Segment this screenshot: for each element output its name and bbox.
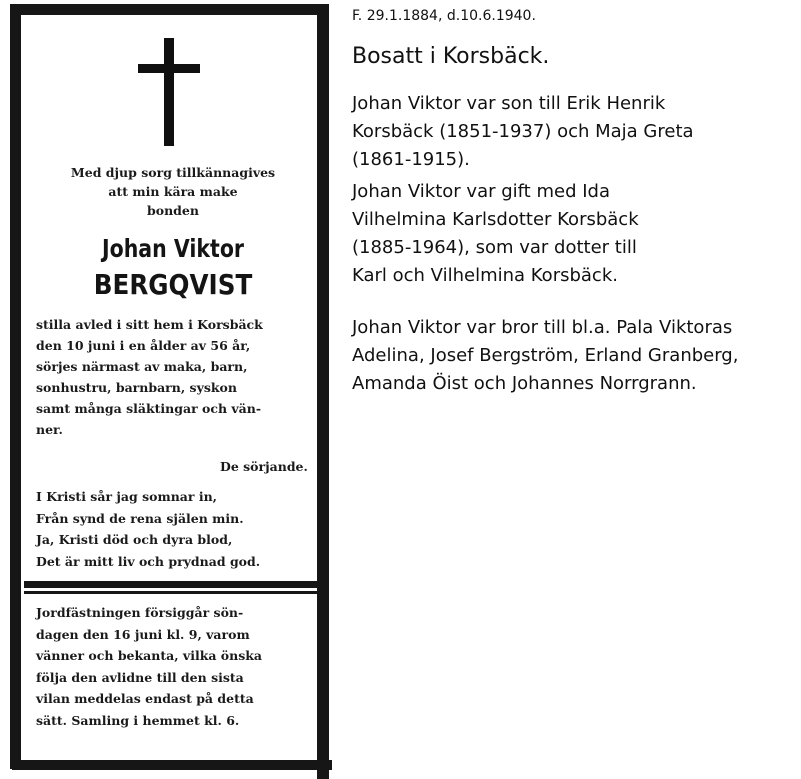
paragraph-line: Korsbäck (1851-1937) och Maja Greta [352, 121, 694, 142]
funeral-line: vilan meddelas endast på detta [36, 691, 254, 706]
paragraph-line: Johan Viktor var gift med Ida [352, 181, 610, 202]
spouse-paragraph [352, 178, 639, 290]
paragraph-line: (1885-1964), som var dotter till [352, 237, 637, 258]
border-rule-right [317, 4, 329, 779]
siblings-paragraph [352, 314, 738, 398]
funeral-line: Jordfästningen försiggår sön- [36, 605, 244, 620]
body-line: stilla avled i sitt hem i Korsbäck [36, 317, 263, 332]
intro-line: Med djup sorg tillkännagives [70, 165, 276, 180]
border-rule-left [10, 4, 21, 769]
paragraph-line: Johan Viktor var bror till bl.a. Pala Viktoras [352, 317, 733, 338]
verse-line: I Kristi sår jag somnar in, [36, 489, 218, 504]
border-rule-bottom [12, 760, 332, 770]
parents-paragraph [352, 90, 694, 174]
section-divider-thin [24, 591, 319, 594]
memorial-verse [36, 486, 260, 572]
body-line: ner. [36, 422, 63, 437]
intro-line: bonden [147, 203, 199, 218]
funeral-line: dagen den 16 juni kl. 9, varom [36, 626, 250, 642]
deceased-surname: BERGQVIST [93, 268, 253, 301]
mourners-signature: De sörjande. [220, 459, 308, 474]
body-line: sonhustru, barnbarn, syskon [36, 380, 237, 395]
paragraph-line: Vilhelmina Karlsdotter Korsbäck [352, 209, 639, 230]
section-divider [24, 581, 319, 588]
body-line: samt många släktingar och vän- [36, 401, 262, 416]
body-line: den 10 juni i en ålder av 56 år, [36, 338, 251, 353]
paragraph-line: Adelina, Josef Bergström, Erland Granberg, [352, 345, 739, 366]
funeral-line: följa den avlidne till den sista [36, 669, 244, 685]
verse-line: Från synd de rena själen min. [36, 510, 244, 526]
residence-heading: Bosatt i Korsbäck. [352, 44, 550, 69]
obituary-clipping [0, 0, 340, 779]
body-line: sörjes närmast av maka, barn, [36, 359, 248, 374]
deceased-first-name: Johan Viktor [101, 234, 245, 263]
life-dates: F. 29.1.1884, d.10.6.1940. [352, 8, 536, 24]
paragraph-line: (1861-1915). [352, 149, 470, 170]
paragraph-line: Karl och Vilhelmina Korsbäck. [352, 265, 618, 286]
funeral-notice [36, 602, 262, 731]
announcement-intro [28, 163, 318, 220]
intro-line: att min kära make [108, 184, 238, 199]
border-rule-top [12, 4, 326, 15]
announcement-body [36, 314, 263, 440]
paragraph-line: Johan Viktor var son till Erik Henrik [352, 93, 666, 114]
funeral-line: vänner och bekanta, vilka önska [36, 648, 263, 663]
funeral-line: sätt. Samling i hemmet kl. 6. [36, 712, 240, 728]
verse-line: Ja, Kristi död och dyra blod, [36, 532, 233, 547]
paragraph-line: Amanda Öist och Johannes Norrgrann. [352, 373, 697, 394]
verse-line: Det är mitt liv och prydnad god. [36, 553, 261, 569]
